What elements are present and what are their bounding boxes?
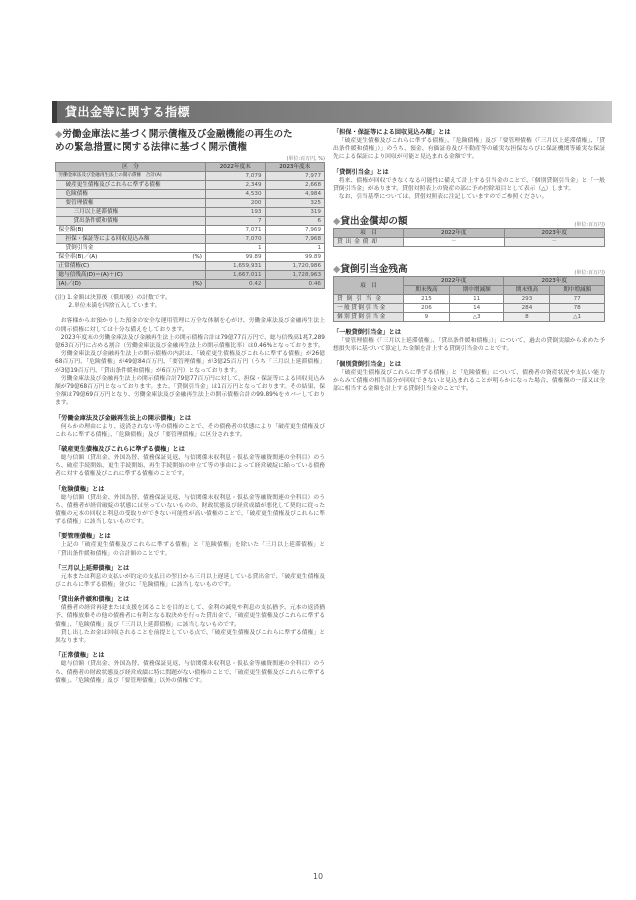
value-2022: 200 — [206, 199, 266, 208]
table-row — [56, 181, 325, 190]
definition-text: 元本または利息の支払いが約定の支払日の翌日から三月以上遅延している貸出金で、「破産更生債権及びこれらに準ずる債権」並びに「危険債権」に該当しないものです。 — [55, 573, 325, 589]
definition-block — [55, 532, 325, 557]
table-row — [56, 244, 325, 253]
row-label: 貸出条件緩和債権 — [56, 217, 206, 226]
value-2023: 7,969 — [265, 226, 325, 235]
value-2022: 2,349 — [206, 181, 266, 190]
allowance-unit: (単位:百万円) — [574, 270, 605, 277]
value-2022: 1 — [206, 244, 266, 253]
definition-text: 何らかの理由により、返済されない等の債権のことで、その債務者の状態により「破産更生債権及びこれらに準ずる債権」、「危険債権」及び「要管理債権」に区分されます。 — [55, 423, 325, 438]
row-label: 総与信残高(D)＝(A)＋(C) — [56, 271, 206, 280]
value-2022: 4,530 — [206, 190, 266, 199]
value-2022: 0.42 — [206, 280, 266, 289]
col-header-category: 区 分 — [56, 163, 206, 172]
row-label: 保全率(B)／(A) (%) — [56, 253, 206, 262]
definition-text: 総与信額（貸出金、外国為替、債務保証見返、与信関係未収利息・仮払金等融資関連の全科目）のうち、債務者が経営破綻の状態には至っていないものの、財政状態及び経営成績が悪化して契約に従った債権の元本の回収と利息の受取りができない可能性が高い債権のことで、「破産更生債権及びこれらに準ずる債権」に該当しないものです。 — [55, 494, 325, 526]
right-column — [333, 128, 605, 393]
value-2023: 1,728,963 — [265, 271, 325, 280]
disclosed-claims-heading: ◆労働金庫法に基づく開示債権及び金融機能の再生のた めの緊急措置に関する法律に基づく開示債権 — [55, 129, 293, 153]
definition-text: 総与信額（貸出金、外国為替、債務保証見返、与信関係未収利息・仮払金等融資関連の全科目）のうち、破産手続開始、更生手続開始、再生手続開始の申立て等の事由によって経営破綻に陥っている債務者に対する債権及びこれに準ずる債権のことです。 — [55, 455, 325, 478]
allowance-section — [333, 263, 605, 322]
value-2023: 1,720,986 — [265, 262, 325, 271]
writeoff-heading: ◆貸出金償却の額 — [333, 216, 408, 228]
table-row — [56, 253, 325, 262]
allowance-table: 項 目 2022年度 2023年度 期末残高 期中増減額 期末残高 期中増減額 貸倒引当金 215 11 293 77 一般貸倒引当金 206 14 284 78 個別貸倒引当金 9 △3 8 △1 — [333, 276, 605, 322]
row-label: 保全額(B) — [56, 226, 206, 235]
definition-title: 「正常債権」とは — [55, 652, 105, 660]
definition-text: 貸し出したお金は回収されることを前提としている点で、「破産更生債権及びこれらに準ずる債権」と異なります。 — [55, 629, 325, 645]
disclosed-claims-table — [55, 162, 325, 289]
table-row: 貸出金償却 － － — [334, 238, 605, 247]
row-label: 三月以上延滞債権 — [56, 208, 206, 217]
definition-title: 「貸出条件緩和債権」とは — [55, 596, 130, 604]
table-row — [56, 271, 325, 280]
writeoff-table: 項 目 2022年度 2023年度 貸出金償却 － － — [333, 228, 605, 247]
row-label: 正常債権(C) — [56, 262, 206, 271]
value-2022: 99.89 — [206, 253, 266, 262]
definitions-right-bottom — [333, 328, 605, 393]
value-2023: 6 — [265, 217, 325, 226]
section-title-bar — [52, 101, 612, 123]
unit-label: (単位:百万円, %) — [286, 156, 325, 162]
writeoff-unit: (単位:百万円) — [574, 222, 605, 229]
definition-block — [55, 485, 325, 527]
definition-text: 総与信額（貸出金、外国為替、債務保証見返、与信関係未収利息・仮払金等融資関連の全科目）のうち、債務者の財政状態及び経営成績に特に問題がない債権のことで、「破産更生債権及びこれらに準ずる債権」、「危険債権」及び「要管理債権」以外の債権です。 — [55, 661, 325, 684]
definition-title: 「一般貸倒引当金」とは — [333, 329, 402, 337]
summary-paragraphs: お客様からお預かりした預金の安全な運用管理に万全な体制を心がけ、労働金庫法及び金融再生法上の開示債権に対しては十分な備えをしております。 2023年度末の労働金庫法及び金融再生法上の開示債権合計は79億77百万円で、総与信残高1兆7,289億63百万円に占める割合（労働金庫法及び金融再生法上の開示債権比率）は0.46%となっております。 労働金庫法及び金融再生法上の開示債権の内訳は、「破産更生債権及びこれらに準ずる債権」が26億68百万円、「危険債権」が49億84百万円、「要管理債権」が3億25百万円（うち「三月以上延滞債権」が3億19百万円、「貸出条件緩和債権」が6百万円）となっております。 労働金庫法及び金融再生法上の開示債権合計79億77百万円に対して、担保・保証等による回収見込み額が79億68百万円となっております。また、「貸倒引当金」は1百万円となっております。その結果、保全額は79億69百万円となり、労働金庫法及び金融再生法上の開示債権合計の99.89%をカバーしております。 — [55, 318, 325, 407]
definition-text: 上記の「破産更生債権及びこれらに準ずる債権」と「危険債権」を除いた「三月以上延滞債権」と「貸出条件緩和債権」の合計額のことです。 — [55, 542, 325, 557]
value-2023: 4,984 — [265, 190, 325, 199]
definition-title: 「三月以上延滞債権」とは — [55, 564, 130, 572]
definition-text: 将来、債権が回収できなくなる可能性に備えて計上する引当金のことで、「個別貸倒引当金」と「一般貸倒引当金」があります。貸借対照表上の資産の部に予め控除項目として表示（△）します。 — [333, 177, 605, 192]
row-label: 貸倒引当金 — [56, 244, 206, 253]
definition-block — [333, 168, 605, 202]
table-row — [56, 190, 325, 199]
value-2022: 7,071 — [206, 226, 266, 235]
definition-block — [55, 414, 325, 439]
definition-title: 「労働金庫法及び金融再生法上の開示債権」とは — [55, 414, 192, 422]
table-row — [56, 280, 325, 289]
table-row: 個別貸倒引当金 9 △3 8 △1 — [334, 313, 605, 322]
allowance-heading: ◆貸倒引当金残高 — [333, 264, 408, 276]
definition-block — [333, 360, 605, 394]
value-2023: 319 — [265, 208, 325, 217]
table-row — [56, 235, 325, 244]
diamond-icon: ◆ — [55, 129, 63, 140]
definition-block — [55, 651, 325, 685]
definition-text: 「破産更生債権及びこれらに準ずる債権」、「危険債権」及び「要管理債権（「三月以上延滞債権」、「貸出条件緩和債権」）」のうち、預金、有価証券及び不動産等の確実な担保ならびに保証機関等確実な保証先による保証により回収が可能と見込まれる金額です。 — [333, 138, 605, 161]
definition-title: 「担保・保証等による回収見込み額」とは — [333, 129, 451, 136]
col-header-2023: 2023年度末 — [265, 163, 325, 172]
diamond-icon: ◆ — [333, 264, 341, 276]
table-row — [56, 226, 325, 235]
value-2022: 1,667,011 — [206, 271, 266, 280]
row-label: 要管理債権 — [56, 199, 206, 208]
value-2023: 1 — [265, 244, 325, 253]
value-2022: 1,659,931 — [206, 262, 266, 271]
value-2022: 7,070 — [206, 235, 266, 244]
definition-title: 「貸倒引当金」とは — [333, 168, 389, 176]
table-row — [56, 199, 325, 208]
row-label: 労働金庫法及び金融再生法上の開示債権 合計(A) — [56, 172, 206, 181]
value-2023: 2,668 — [265, 181, 325, 190]
row-label: (A)／(D) (%) — [56, 280, 206, 289]
definition-block — [333, 328, 605, 353]
table-row — [56, 172, 325, 181]
definition-title: 「個別貸倒引当金」とは — [333, 360, 402, 368]
definition-block — [55, 564, 325, 589]
definition-block — [333, 128, 605, 162]
value-2023: 325 — [265, 199, 325, 208]
row-label: 破産更生債権及びこれらに準ずる債権 — [56, 181, 206, 190]
definition-text: 「破産更生債権及びこれらに準ずる債権」と「危険債権」について、債務者の資産状況や支払い能力からみて債権の相当部分が回収できないと見込まれることが明らかになった場合、債権額の一部又は全部に相当する金額を計上する貸倒引当金のことです。 — [333, 369, 605, 393]
definition-title: 「危険債権」とは — [55, 485, 105, 493]
definitions-left — [55, 414, 325, 685]
definition-block — [55, 445, 325, 479]
left-column — [55, 128, 325, 685]
table-row — [56, 217, 325, 226]
page-number: 10 — [312, 872, 324, 881]
definition-text: なお、引当基準については、貸借対照表に注記していますのでご参照ください。 — [338, 194, 548, 201]
definition-text: 「要管理債権（「三月以上延滞債権」、「貸出条件緩和債権」）」について、過去の貸倒実績から求めた予想損失率に基づいて算定した金額を計上する貸倒引当金のことです。 — [333, 338, 605, 353]
value-2023: 7,977 — [265, 172, 325, 181]
definition-block — [55, 595, 325, 645]
row-label: 担保・保証等による回収見込み額 — [56, 235, 206, 244]
table-row — [56, 262, 325, 271]
notes: (注) 1.金額は決算後（償却後）の計数です。 2.単位未満を四捨五入しています。 — [55, 295, 171, 310]
table-row — [56, 208, 325, 217]
table-row: 貸倒引当金 215 11 293 77 — [334, 295, 605, 304]
value-2023: 0.46 — [265, 280, 325, 289]
definition-title: 「破産更生債権及びこれらに準ずる債権」とは — [55, 446, 185, 454]
col-header-2022: 2022年度末 — [206, 163, 266, 172]
definition-title: 「要管理債権」とは — [55, 533, 111, 541]
value-2023: 7,968 — [265, 235, 325, 244]
writeoff-section — [333, 215, 605, 247]
row-label: 危険債権 — [56, 190, 206, 199]
definition-text: 債務者の経営再建または支援を図ることを目的として、金利の減免や利息の支払猶予、元本の返済猶予、債権放棄その他の債務者に有利となる取決めを行った貸出金で、「破産更生債権及びこれらに準ずる債権」、「危険債権」及び「三月以上延滞債権」に該当しないものです。 — [55, 605, 325, 628]
table-row: 一般貸倒引当金 206 14 284 78 — [334, 304, 605, 313]
value-2022: 7,079 — [206, 172, 266, 181]
section-title: 貸出金等に関する指標 — [65, 105, 191, 119]
diamond-icon: ◆ — [333, 216, 341, 228]
value-2022: 7 — [206, 217, 266, 226]
value-2022: 193 — [206, 208, 266, 217]
definitions-right-top — [333, 128, 605, 201]
value-2023: 99.89 — [265, 253, 325, 262]
